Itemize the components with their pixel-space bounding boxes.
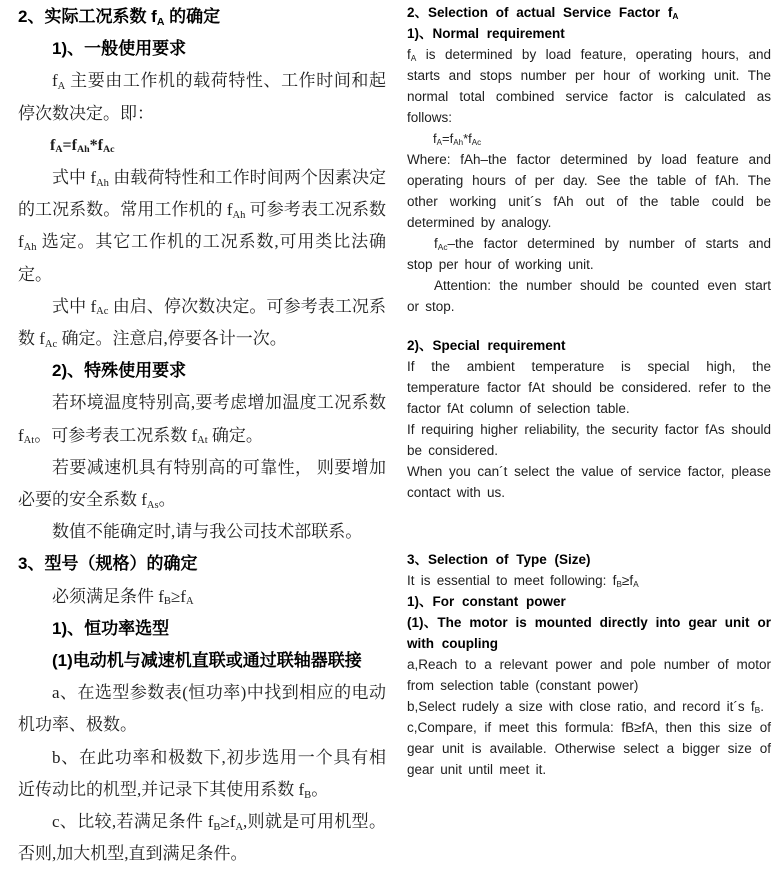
en-heading-motor-coupling: (1)、The motor is mounted directly into gear unit or with coupling bbox=[407, 615, 771, 651]
en-heading-type-selection: 3、Selection of Type (Size) bbox=[407, 552, 591, 567]
en-paragraph: When you can´t select the value of service factor, please contact with us. bbox=[407, 464, 771, 500]
en-paragraph: $f_{Ac}$–the factor determined by number of starts and stop per hour of working unit. bbox=[407, 236, 771, 272]
zh-heading-motor-coupling: (1)电动机与减速机直联或通过联轴器联接 bbox=[52, 651, 362, 671]
zh-heading-special-requirement: 2)、特殊使用要求 bbox=[52, 361, 187, 381]
en-heading-normal-requirement: 1)、Normal requirement bbox=[407, 26, 565, 41]
en-heading-special-requirement: 2)、Special requirement bbox=[407, 338, 566, 353]
en-paragraph: a,Reach to a relevant power and pole number of motor from selection table (constant power) bbox=[407, 657, 771, 693]
en-paragraph: Where: fAh–the factor determined by load feature and operating hours of per day. See the table of fAh. The other working unit´s fAh out of the table could be determined by analogy. bbox=[407, 152, 771, 230]
en-formula-fa: $f_A=f_{Ah}*f_{Ac}$ bbox=[433, 131, 482, 147]
english-column bbox=[407, 0, 771, 780]
zh-formula-fa: $f_A=f_{Ah}*f_{Ac}$ bbox=[50, 136, 115, 156]
zh-paragraph: b、在此功率和极数下,初步选用一个具有相近传动比的机型,并记录下其使用系数 $f_B$。 bbox=[18, 747, 386, 801]
en-paragraph: If requiring higher reliability, the security factor fAs should be considered. bbox=[407, 422, 771, 458]
en-paragraph: b,Select rudely a size with close ratio, and record it´s $f_B$. bbox=[407, 699, 764, 716]
zh-paragraph: c、比较,若满足条件 $f_B\ge f_A$,则就是可用机型。否则,加大机型,直到满足条件。 bbox=[18, 812, 386, 864]
en-paragraph: $f_A$ is determined by load feature, operating hours, and starts and stops number per hour of working unit. The normal total combined service factor is calculated as follows: bbox=[407, 47, 771, 125]
en-heading-constant-power: 1)、For constant power bbox=[407, 594, 566, 609]
zh-paragraph: 式中 $f_{Ah}$ 由载荷特性和工作时间两个因素决定的工况系数。常用工作机的 $f_{Ah}$ 可参考表工况系数 $f_{Ah}$ 选定。其它工作机的工况系数,可用类比法确定。 bbox=[18, 168, 387, 284]
en-paragraph: It is essential to meet following: $f_B\ge f_A$ bbox=[407, 573, 639, 590]
zh-heading-type-selection: 3、型号（规格）的确定 bbox=[18, 554, 198, 574]
en-heading-service-factor: 2、Selection of actual Service Factor $f_A$ bbox=[407, 5, 679, 22]
en-paragraph: c,Compare, if meet this formula: fB≥fA, then this size of gear unit is available. Otherwise select a bigger size of gear unit until meet it. bbox=[407, 720, 771, 777]
zh-paragraph: 必须满足条件 $f_B\ge f_A$ bbox=[52, 586, 194, 608]
zh-paragraph: 若环境温度特别高,要考虑增加温度工况系数 $f_{At}$。可参考表工况系数 $f_{At}$ 确定。 bbox=[18, 393, 386, 447]
en-paragraph: If the ambient temperature is special high, the temperature factor fAt should be considered. refer to the factor fAt column of selection table. bbox=[407, 359, 771, 416]
zh-paragraph: 式中 $f_{Ac}$ 由启、停次数决定。可参考表工况系数 $f_{Ac}$ 确定。注意启,停要各计一次。 bbox=[18, 296, 386, 350]
en-paragraph: Attention: the number should be counted even start or stop. bbox=[407, 278, 771, 314]
zh-paragraph: 若要减速机具有特别高的可靠性， 则要增加必要的安全系数 $f_{As}$。 bbox=[18, 457, 386, 511]
zh-paragraph: 数值不能确定时,请与我公司技术部联系。 bbox=[52, 522, 363, 542]
zh-paragraph: a、在选型参数表(恒功率)中找到相应的电动机功率、极数。 bbox=[18, 683, 386, 735]
zh-heading-service-factor: 2、实际工况系数 $f_A$ 的确定 bbox=[18, 7, 221, 28]
zh-paragraph: $f_A$ 主要由工作机的载荷特性、工作时间和起停次数决定。即： bbox=[18, 71, 386, 123]
zh-heading-normal-requirement: 1)、一般使用要求 bbox=[52, 39, 187, 59]
zh-heading-constant-power: 1)、恒功率选型 bbox=[52, 618, 170, 638]
chinese-column bbox=[18, 0, 386, 870]
